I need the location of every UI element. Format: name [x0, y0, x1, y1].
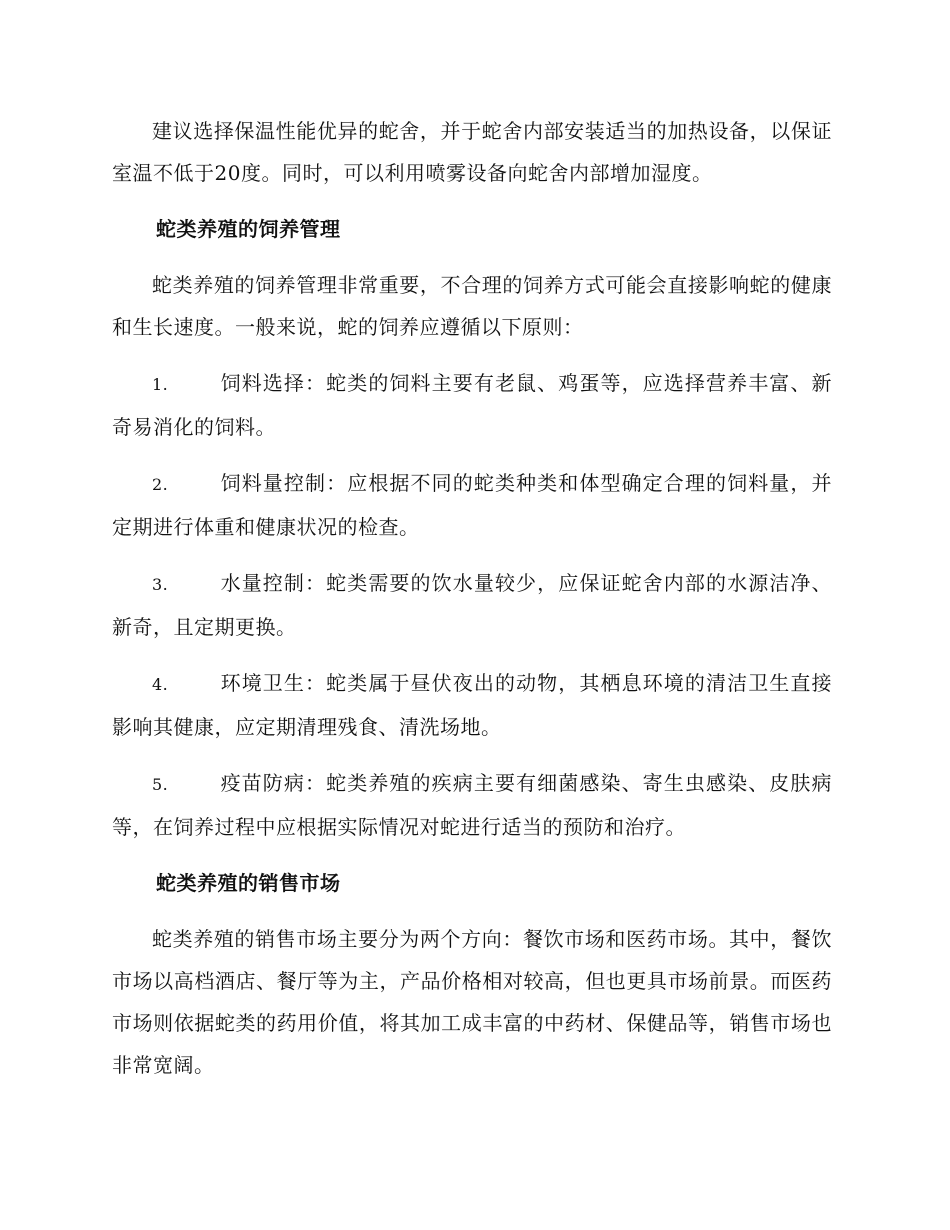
list-text: 疫苗防病：蛇类养殖的疾病主要有细菌感染、寄生虫感染、皮肤病等，在饲养过程中应根据实际情况对蛇进行适当的预防和治疗。: [112, 771, 832, 839]
list-text: 水量控制：蛇类需要的饮水量较少，应保证蛇舍内部的水源洁净、新奇，且定期更换。: [112, 571, 832, 639]
list-text: 饲料选择：蛇类的饲料主要有老鼠、鸡蛋等，应选择营养丰富、新奇易消化的饲料。: [112, 371, 832, 439]
document-body: [112, 110, 832, 1100]
list-item-feed-quantity: [112, 462, 832, 548]
list-item-environment-hygiene: [112, 662, 832, 748]
list-number: 4.: [152, 675, 169, 694]
paragraph-feeding-intro: 蛇类养殖的饲养管理非常重要，不合理的饲养方式可能会直接影响蛇的健康和生长速度。一般来说，蛇的饲养应遵循以下原则：: [112, 273, 832, 339]
list-text: 饲料量控制：应根据不同的蛇类种类和体型确定合理的饲料量，并定期进行体重和健康状况的检查。: [112, 471, 832, 539]
list-number: 1.: [152, 375, 169, 394]
heading-sales-market: 蛇类养殖的销售市场: [156, 871, 341, 895]
heading-feeding-management: 蛇类养殖的饲养管理: [156, 217, 341, 241]
list-text: 环境卫生：蛇类属于昼伏夜出的动物，其栖息环境的清洁卫生直接影响其健康，应定期清理残食、清洗场地。: [112, 671, 832, 739]
list-number: 3.: [152, 575, 169, 594]
list-item-disease-prevention: [112, 762, 832, 848]
list-item-water-control: [112, 562, 832, 648]
paragraph-sales-market: 蛇类养殖的销售市场主要分为两个方向：餐饮市场和医药市场。其中，餐饮市场以高档酒店、餐厅等为主，产品价格相对较高，但也更具市场前景。而医药市场则依据蛇类的药用价值，将其加工成丰富的中药材、保健品等，销售市场也非常宽阔。: [112, 927, 832, 1077]
paragraph-temperature: 建议选择保温性能优异的蛇舍，并于蛇舍内部安装适当的加热设备，以保证室温不低于20度。同时，可以利用喷雾设备向蛇舍内部增加湿度。: [112, 119, 832, 185]
list-number: 5.: [152, 775, 169, 794]
list-item-feed-selection: [112, 362, 832, 448]
list-number: 2.: [152, 475, 169, 494]
